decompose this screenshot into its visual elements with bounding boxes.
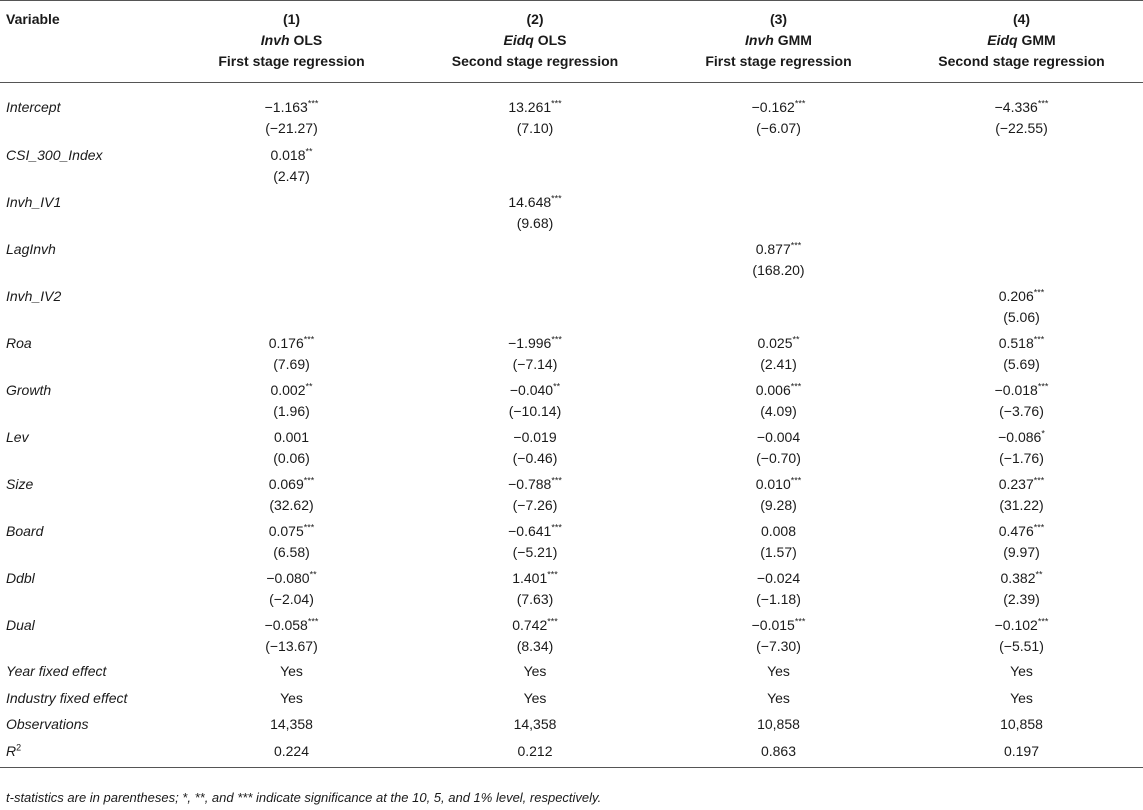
coefficient-estimate: 1.401*** [512, 569, 558, 586]
t-statistic: (32.62) [269, 497, 314, 513]
column-header-3 [657, 1, 900, 83]
variable-name: Observations [6, 716, 89, 732]
column-number: (4) [1012, 11, 1031, 27]
t-statistic: (1.57) [760, 544, 797, 560]
coefficient-cell [413, 234, 657, 281]
coefficient-cell [413, 469, 657, 516]
variable-name: Year fixed effect [6, 663, 107, 679]
table-row [0, 234, 1143, 281]
summary-value: Yes [280, 689, 303, 706]
t-statistic: (−5.21) [512, 544, 558, 560]
variable-name: Industry fixed effect [6, 689, 128, 706]
coefficient-estimate: −4.336*** [994, 98, 1049, 115]
table-row [0, 516, 1143, 563]
coefficient-estimate: 0.010*** [755, 475, 802, 492]
t-statistic: (−0.70) [756, 450, 801, 466]
column-number: (2) [526, 11, 544, 27]
coefficient-cell [413, 563, 657, 610]
column-header-1 [170, 1, 413, 83]
coefficient-estimate: −0.040** [509, 381, 561, 398]
coefficient-cell [900, 281, 1143, 328]
t-statistic: (−3.76) [999, 403, 1044, 419]
stage-label: First stage regression [705, 53, 852, 69]
summary-value: 10,858 [1000, 716, 1043, 732]
summary-value: Yes [1010, 689, 1033, 706]
t-statistic: (7.69) [273, 356, 310, 372]
variable-name: Board [6, 523, 44, 539]
dependent-variable: Eidq [987, 32, 1018, 48]
t-statistic: (1.96) [273, 403, 310, 419]
coefficient-cell [170, 83, 413, 141]
stage-label: Second stage regression [451, 53, 619, 69]
coefficient-estimate: 0.742*** [512, 616, 558, 633]
variable-name: Intercept [6, 99, 61, 115]
t-statistic: (5.06) [1003, 309, 1040, 325]
t-statistic: (8.34) [516, 638, 554, 654]
t-statistic: (4.09) [760, 403, 797, 419]
table-header-row [0, 1, 1143, 83]
summary-value: Yes [767, 689, 790, 706]
summary-row [0, 710, 1143, 737]
coefficient-estimate: 0.476*** [998, 522, 1045, 539]
variable-header-label: Variable [6, 11, 60, 27]
coefficient-estimate: 0.075*** [268, 522, 315, 539]
coefficient-estimate: −0.080** [266, 569, 317, 586]
t-statistic: (−22.55) [995, 120, 1048, 136]
table-row [0, 469, 1143, 516]
t-statistic: (7.10) [516, 120, 554, 136]
coefficient-estimate: −0.018*** [994, 381, 1049, 398]
coefficient-estimate: −0.788*** [508, 475, 562, 492]
table-row [0, 187, 1143, 234]
table-row [0, 375, 1143, 422]
coefficient-estimate: 0.382** [1000, 569, 1043, 586]
stage-label: First stage regression [218, 53, 365, 69]
t-statistic: (7.63) [516, 591, 554, 607]
coefficient-cell [413, 516, 657, 563]
coefficient-cell [900, 563, 1143, 610]
coefficient-estimate: 14.648*** [508, 193, 562, 210]
coefficient-cell [900, 140, 1143, 187]
coefficient-estimate: 0.206*** [998, 287, 1045, 304]
summary-row [0, 684, 1143, 711]
coefficient-cell [413, 375, 657, 422]
variable-name: Ddbl [6, 570, 35, 586]
variable-name: $R^2$ [0, 737, 170, 768]
summary-value: 0.197 [900, 737, 1143, 768]
coefficient-cell [900, 83, 1143, 141]
coefficient-cell [900, 469, 1143, 516]
t-statistic: (−5.51) [999, 638, 1044, 654]
coefficient-estimate: −0.641*** [508, 522, 562, 539]
coefficient-cell [413, 281, 657, 328]
coefficient-cell [657, 469, 900, 516]
coefficient-cell [170, 516, 413, 563]
t-statistic: (−2.04) [269, 591, 314, 607]
variable-name: LagInvh [6, 241, 56, 257]
coefficient-estimate: −0.086* [998, 428, 1045, 445]
summary-value: 0.224 [170, 737, 413, 768]
coefficient-estimate: 0.877*** [755, 240, 802, 257]
variable-name: Roa [6, 335, 32, 351]
coefficient-cell [657, 83, 900, 141]
coefficient-cell [900, 422, 1143, 469]
coefficient-estimate: 0.018** [270, 146, 313, 163]
t-statistic: (2.39) [1003, 591, 1040, 607]
coefficient-cell [900, 610, 1143, 657]
stage-label: Second stage regression [938, 53, 1105, 69]
coefficient-cell [657, 281, 900, 328]
coefficient-estimate: −1.163*** [264, 98, 319, 115]
coefficient-cell [657, 516, 900, 563]
coefficient-cell [657, 187, 900, 234]
method: GMM [1021, 32, 1056, 48]
coefficient-cell [657, 328, 900, 375]
variable-name: Lev [6, 429, 29, 445]
variable-name: Size [6, 476, 34, 492]
coefficient-cell [657, 375, 900, 422]
method: GMM [777, 32, 812, 48]
coefficient-cell [170, 187, 413, 234]
coefficient-cell [170, 422, 413, 469]
variable-name: Invh_IV1 [6, 194, 62, 210]
t-statistic: (−10.14) [508, 403, 562, 419]
table-row [0, 83, 1143, 141]
variable-name: CSI_300_Index [6, 147, 103, 163]
summary-value: 14,358 [513, 716, 557, 732]
coefficient-cell [413, 422, 657, 469]
variable-header [0, 1, 170, 83]
coefficient-estimate: 0.518*** [998, 334, 1045, 351]
coefficient-cell [657, 234, 900, 281]
t-statistic: (168.20) [752, 262, 805, 278]
coefficient-estimate: 0.025** [757, 334, 800, 351]
coefficient-cell [170, 234, 413, 281]
t-statistic: (2.47) [273, 168, 310, 184]
t-statistic: (−1.76) [999, 450, 1044, 466]
coefficient-estimate: −0.024 [756, 570, 801, 586]
coefficient-cell [170, 281, 413, 328]
summary-value: 14,358 [270, 716, 313, 732]
t-statistic: (9.68) [516, 215, 554, 231]
summary-value: Yes [280, 663, 303, 679]
table-row [0, 563, 1143, 610]
summary-value: Yes [523, 689, 547, 706]
summary-value: 0.212 [413, 737, 657, 768]
coefficient-estimate: −1.996*** [508, 334, 562, 351]
coefficient-cell [170, 328, 413, 375]
coefficient-estimate: −0.162*** [751, 98, 806, 115]
dependent-variable: Invh [260, 32, 290, 48]
summary-value: Yes [1010, 663, 1033, 679]
coefficient-cell [657, 563, 900, 610]
table-row [0, 610, 1143, 657]
variable-name: Invh_IV2 [6, 288, 62, 304]
summary-row [0, 657, 1143, 684]
variable-name: Growth [6, 382, 52, 398]
coefficient-estimate: 0.008 [760, 523, 797, 539]
summary-value: Yes [523, 663, 547, 679]
coefficient-estimate: 0.006*** [755, 381, 802, 398]
coefficient-cell [900, 234, 1143, 281]
t-statistic: (−1.18) [756, 591, 801, 607]
variable-name: Dual [6, 617, 35, 633]
coefficient-cell [413, 140, 657, 187]
coefficient-cell [900, 187, 1143, 234]
t-statistic: (−13.67) [265, 638, 318, 654]
t-statistic: (−21.27) [265, 120, 318, 136]
coefficient-cell [413, 328, 657, 375]
coefficient-cell [657, 140, 900, 187]
table-row [0, 328, 1143, 375]
table-row [0, 140, 1143, 187]
t-statistic: (−0.46) [512, 450, 558, 466]
column-header-4 [900, 1, 1143, 83]
coefficient-cell [413, 187, 657, 234]
coefficient-estimate: −0.102*** [994, 616, 1049, 633]
t-statistic: (−7.30) [756, 638, 801, 654]
r-squared-row [0, 737, 1143, 768]
coefficient-estimate: 13.261*** [508, 98, 562, 115]
coefficient-cell [170, 563, 413, 610]
t-statistic: (−7.26) [512, 497, 558, 513]
coefficient-cell [170, 375, 413, 422]
method: OLS [293, 32, 323, 48]
table-footnote: t-statistics are in parentheses; *, **, and *** indicate significance at the 10, 5, and 1% level, respectively. [6, 790, 602, 805]
coefficient-cell [657, 610, 900, 657]
method: OLS [537, 32, 567, 48]
column-number: (1) [282, 11, 301, 27]
coefficient-cell [413, 83, 657, 141]
coefficient-estimate: 0.002** [270, 381, 313, 398]
t-statistic: (2.41) [760, 356, 797, 372]
t-statistic: (5.69) [1003, 356, 1040, 372]
coefficient-cell [900, 375, 1143, 422]
coefficient-estimate: 0.069*** [268, 475, 315, 492]
table-body [0, 83, 1143, 768]
coefficient-estimate: 0.001 [273, 429, 310, 445]
table-row [0, 422, 1143, 469]
t-statistic: (9.28) [760, 497, 797, 513]
table-row [0, 281, 1143, 328]
coefficient-estimate: −0.015*** [751, 616, 806, 633]
coefficient-cell [170, 140, 413, 187]
coefficient-cell [657, 422, 900, 469]
summary-value: 10,858 [757, 716, 800, 732]
coefficient-cell [900, 516, 1143, 563]
coefficient-estimate: −0.058*** [264, 616, 319, 633]
t-statistic: (31.22) [999, 497, 1044, 513]
t-statistic: (−7.14) [512, 356, 558, 372]
t-statistic: (9.97) [1003, 544, 1040, 560]
dependent-variable: Eidq [503, 32, 534, 48]
dependent-variable: Invh [745, 32, 774, 48]
t-statistic: (6.58) [273, 544, 310, 560]
t-statistic: (−6.07) [756, 120, 801, 136]
coefficient-estimate: 0.237*** [998, 475, 1045, 492]
summary-value: 0.863 [657, 737, 900, 768]
t-statistic: (0.06) [273, 450, 310, 466]
column-header-2 [413, 1, 657, 83]
column-number: (3) [769, 11, 788, 27]
coefficient-cell [170, 610, 413, 657]
coefficient-cell [170, 469, 413, 516]
summary-value: Yes [767, 663, 790, 679]
coefficient-estimate: 0.176*** [268, 334, 315, 351]
coefficient-estimate: −0.019 [513, 429, 557, 445]
coefficient-cell [413, 610, 657, 657]
coefficient-estimate: −0.004 [756, 429, 801, 445]
coefficient-cell [900, 328, 1143, 375]
